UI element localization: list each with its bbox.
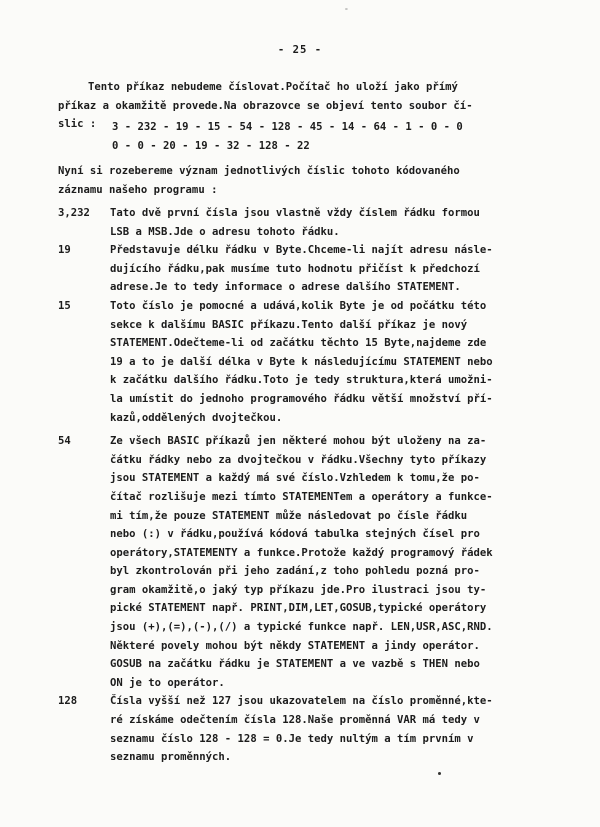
entry-line: Některé povely mohou být někdy STATEMENT a jindy operátor. [110, 639, 480, 652]
entry-line: dujícího řádku,pak musíme tuto hodnotu přičíst k předchozí [110, 262, 480, 275]
scan-speck: ˚ [344, 8, 349, 17]
entry-line: Čísla vyšší než 127 jsou ukazovatelem na číslo proměnné,kte- [110, 695, 493, 708]
entry-body [110, 692, 578, 766]
code-line: 3 - 232 - 19 - 15 - 54 - 128 - 45 - 14 - 64 - 1 - 0 - 0 [112, 121, 463, 133]
explanation-line: záznamu našeho programu : [58, 183, 218, 196]
entry-line: kazů,oddělených dvojtečkou. [110, 411, 283, 424]
entry-line: jsou (+),(=),(-),(/) a typické funkce např. LEN,USR,ASC,RND. [110, 621, 493, 634]
entry-line: ON je to operátor. [110, 676, 225, 689]
entry-body [110, 241, 578, 297]
entry-label: 3,232 [58, 207, 90, 219]
entry-label: 54 [58, 435, 71, 448]
entry-line: GOSUB na začátku řádku je STATEMENT a ve vazbě s THEN nebo [110, 658, 480, 671]
entry-line: pické STATEMENT např. PRINT,DIM,LET,GOSUB,typické operátory [110, 602, 487, 615]
explanation-line: Nyní si rozebereme význam jednotlivých číslic tohoto kódovaného [58, 165, 460, 177]
entry-body [110, 297, 578, 427]
list-item [58, 692, 578, 766]
intro-line: příkaz a okamžitě provede.Na obrazovce se objeví tento soubor čí- [58, 99, 473, 112]
explanation-intro [58, 162, 460, 199]
entry-label: 15 [58, 299, 71, 312]
entry-line: STATEMENT.Odečteme-li od začátku těchto 15 Byte,najdeme zde [110, 337, 487, 350]
entry-line: seznamu proměnných. [110, 751, 232, 764]
entry-line: Představuje délku řádku v Byte.Chceme-li najít adresu násle- [110, 244, 493, 257]
entry-line: seznamu číslo 128 - 128 = 0.Je tedy nultým a tím prvním v [110, 732, 474, 745]
entry-body [110, 204, 578, 241]
list-item [58, 241, 578, 297]
entry-line: čítač rozlišuje mezi tímto STATEMENTem a operátory a funkce- [110, 490, 493, 503]
entry-line: la umístit do jednoho programového řádku větší množství pří- [110, 392, 493, 405]
scan-dot [438, 772, 441, 775]
entry-label: 19 [58, 244, 71, 257]
page-number: - 25 - [277, 44, 323, 56]
entry-line: jsou STATEMENT a každý má své číslo.Vzhledem k tomu,že po- [110, 472, 480, 485]
list-item [58, 432, 578, 692]
entry-body [110, 432, 578, 692]
entry-line: 19 a to je další délka v Byte k následujícímu STATEMENT nebo [110, 355, 493, 368]
entry-line: Tato dvě první čísla jsou vlastně vždy číslem řádku formou [110, 207, 480, 219]
entry-line: k začátku dalšího řádku.Toto je tedy struktura,která umožni- [110, 374, 493, 387]
entry-line: čátku řádky nebo za dvojtečkou v řádku.Všechny tyto příkazy [110, 453, 487, 466]
entry-label: 128 [58, 695, 78, 708]
intro-line: slic : [58, 118, 97, 131]
entry-line: nebo (:) v řádku,používá kódová tabulka stejných čísel pro [110, 528, 480, 541]
entry-line: LSB a MSB.Jde o adresu tohoto řádku. [110, 225, 340, 238]
code-line: 0 - 0 - 20 - 19 - 32 - 128 - 22 [112, 139, 310, 152]
intro-line: Tento příkaz nebudeme číslovat.Počítač ho uloží jako přímý [88, 81, 458, 93]
entry-line: byl zkontrolován při jeho zadání,z toho pohledu pozná pro- [110, 565, 480, 578]
entry-line: Toto číslo je pomocné a udává,kolik Byte je od počátku této [110, 299, 487, 312]
entry-line: sekce k dalšímu BASIC příkazu.Tento další příkaz je nový [110, 318, 468, 331]
code-sequence [112, 118, 463, 155]
code-explanation-list [58, 204, 578, 767]
entry-line: Ze všech BASIC příkazů jen některé mohou být uloženy na za- [110, 435, 487, 448]
entry-line: gram okamžitě,o jaký typ příkazu jde.Pro ilustraci jsou ty- [110, 583, 487, 596]
entry-line: ré získáme odečtením čísla 128.Naše proměnná VAR má tedy v [110, 714, 480, 727]
entry-line: operátory,STATEMENTY a funkce.Protože každý programový řádek [110, 546, 493, 559]
list-item [58, 204, 578, 241]
entry-line: adrese.Je to tedy informace o adrese dalšího STATEMENT. [110, 281, 461, 294]
entry-line: mi tím,že pouze STATEMENT může následovat po čísle řádku [110, 509, 468, 522]
list-item [58, 297, 578, 427]
